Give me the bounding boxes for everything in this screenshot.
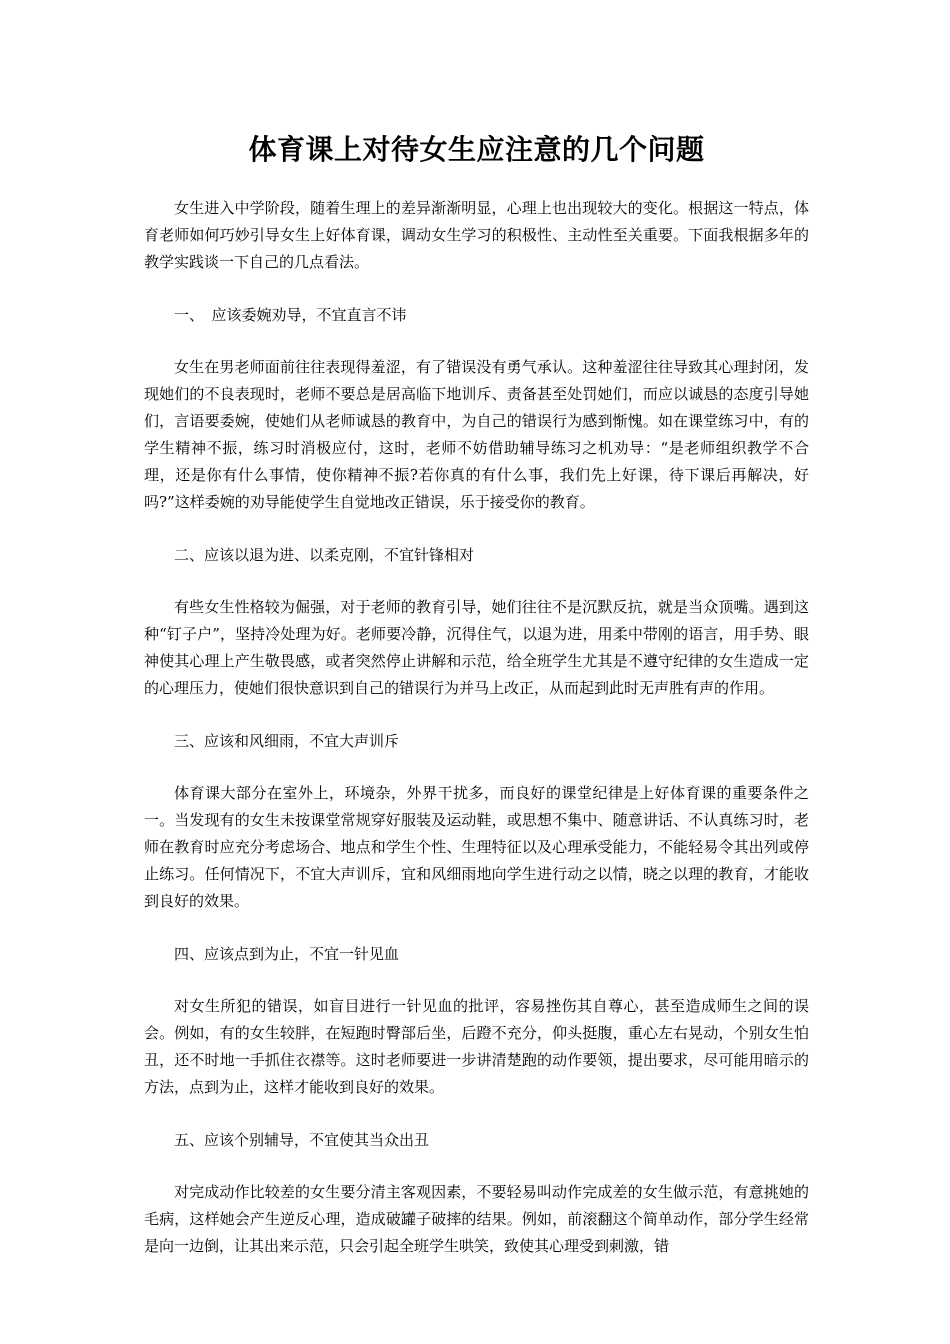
section-5-body: 对完成动作比较差的女生要分清主客观因素，不要轻易叫动作完成差的女生做示范，有意挑她的毛病，这样她会产生逆反心理，造成破罐子破摔的结果。例如，前滚翻这个简单动作，部分学生经常是向一边倒，让其出来示范，只会引起全班学生哄笑，致使其心理受到刺激，错 [144,1183,809,1255]
section-4-body: 对女生所犯的错误，如盲目进行一针见血的批评，容易挫伤其自尊心，甚至造成师生之间的误会。例如，有的女生较胖，在短跑时臀部后坐，后蹬不充分，仰头挺腹，重心左右晃动，个别女生怕丑，还不时地一手抓住衣襟等。这时老师要进一步讲清楚跑的动作要领，提出要求，尽可能用暗示的方法，点到为止，这样才能收到良好的效果。 [144,997,809,1096]
section-2-heading: 二、应该以退为进、以柔克刚，不宜针锋相对 [174,546,475,564]
section-5-heading: 五、应该个别辅导，不宜使其当众出丑 [174,1131,430,1149]
section-1-body: 女生在男老师面前往往表现得羞涩，有了错误没有勇气承认。这种羞涩往往导致其心理封闭，发现她们的不良表现时，老师不要总是居高临下地训斥、责备甚至处罚她们，而应以诚恳的态度引导她们，言语要委婉，使她们从老师诚恳的教育中，为自己的错误行为感到惭愧。如在课堂练习中，有的学生精神不振，练习时消极应付，这时，老师不妨借助辅导练习之机劝导：“是老师组织教学不合理，还是你有什么事情，使你精神不振?若你真的有什么事，我们先上好课，待下课后再解决，好吗?”这样委婉的劝导能使学生自觉地改正错误，乐于接受你的教育。 [144,358,809,511]
document-title: 体育课上对待女生应注意的几个问题 [248,133,705,166]
section-4-heading: 四、应该点到为止，不宜一针见血 [174,945,400,963]
section-3-heading: 三、应该和风细雨，不宜大声训斥 [174,732,400,750]
section-2-body: 有些女生性格较为倔强，对于老师的教育引导，她们往往不是沉默反抗，就是当众顶嘴。遇到这种“钉子户”，坚持冷处理为好。老师要冷静，沉得住气，以退为进，用柔中带刚的语言，用手势、眼神使其心理上产生敬畏感，或者突然停止讲解和示范，给全班学生尤其是不遵守纪律的女生造成一定的心理压力，使她们很快意识到自己的错误行为并马上改正，从而起到此时无声胜有声的作用。 [144,598,809,697]
intro-paragraph: 女生进入中学阶段，随着生理上的差异渐渐明显，心理上也出现较大的变化。根据这一特点，体育老师如何巧妙引导女生上好体育课，调动女生学习的积极性、主动性至关重要。下面我根据多年的教学实践谈一下自己的几点看法。 [144,199,809,271]
document-body [144,195,809,1286]
section-3-body: 体育课大部分在室外上，环境杂，外界干扰多，而良好的课堂纪律是上好体育课的重要条件之一。当发现有的女生未按课堂常规穿好服装及运动鞋，或思想不集中、随意讲话、不认真练习时，老师在教育时应充分考虑场合、地点和学生个性、生理特征以及心理承受能力，不能轻易令其出列或停止练习。任何情况下，不宜大声训斥，宜和风细雨地向学生进行动之以情，晓之以理的教育，才能收到良好的效果。 [144,784,809,910]
section-1-heading: 一、 应该委婉劝导，不宜直言不讳 [174,306,407,324]
